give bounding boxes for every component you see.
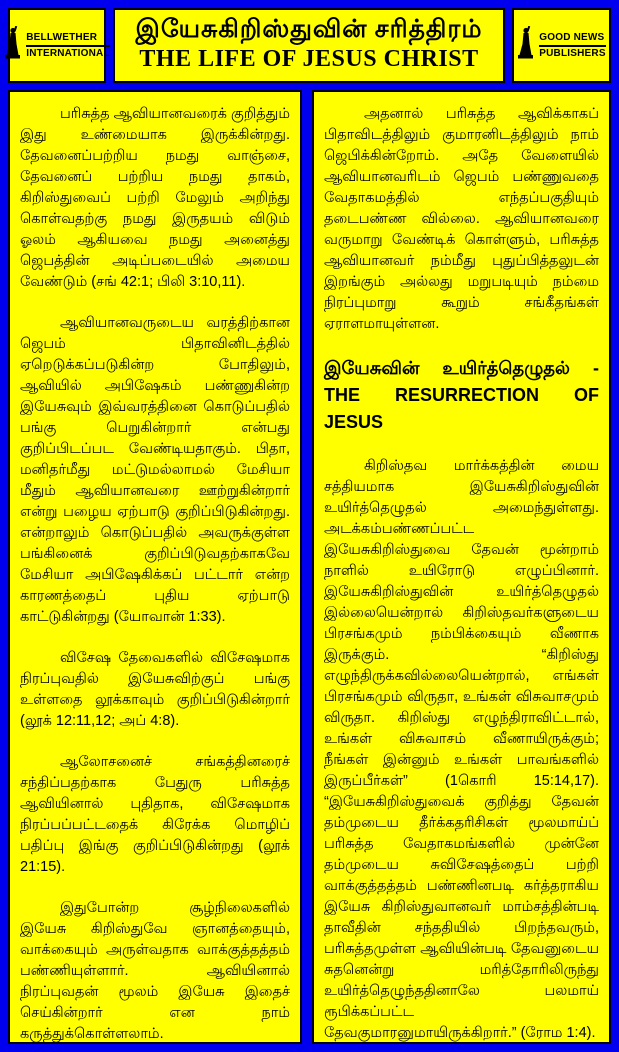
- bellwether-logo-text: [26, 31, 110, 60]
- bellwether-logo: [8, 8, 110, 83]
- good-news-logo: [512, 8, 611, 83]
- good-news-logo-text: [539, 31, 605, 60]
- bellwether-logo-line1: BELLWETHER: [26, 31, 110, 47]
- paragraph: பரிசுத்த ஆவியானவரைக் குறித்தும் இது உண்மையாக இருக்கின்றது. தேவனைப்பற்றிய நமது வாஞ்சை, தேவனைப் பற்றிய நமது தாகம், கிறிஸ்துவைப் பற்றி மேலும் அறிந்து கொள்வதற்கு நமது இருதயம் விடும் ஓலம் ஆகியவை நமது அனைத்து ஜெபத்தின் அடிப்படையில் அமைய வேண்டும் (சங் 42:1; பிலி 3:10,11).: [20, 106, 290, 290]
- section-heading-resurrection: இயேசுவின் உயிர்த்தெழுதல் - THE RESURRECTION OF JESUS: [324, 358, 599, 432]
- page-title-tamil: இயேசுகிறிஸ்துவின் சரித்திரம்: [135, 16, 483, 43]
- title-box: [113, 8, 505, 83]
- paragraph: ஆவியானவருடைய வரத்திற்கான ஜெபம் பிதாவினிடத்தில் ஏறெடுக்கப்படுகின்ற போதிலும், ஆவியில் அபிஷேகம் பண்ணுகின்ற இயேசுவும் இவ்வரத்தினை கொடுப்பதில் பங்கு பெறுகின்றார் என்பது குறிப்பிடப்பட வேண்டியதாகும். பிதா, மனிதர்மீது மட்டுமல்லாமல் மேசியா மீதும் ஆவியானவரை ஊற்றுகின்றார் என்று பழைய ஏற்பாடு குறிப்பிடுகின்றது. என்றாலும் கொடுப்பதில் அவருக்குள்ள பங்கினைக் குறிப்பிடுவதற்காகவே மேசியா அபிஷேகிக்கப் பட்டார் என்ற காரணத்தைப் புதிய ஏற்பாடு காட்டுகின்றது (யோவான் 1:33).: [20, 315, 290, 625]
- good-news-statue-icon: [517, 26, 534, 65]
- bellwether-logo-line2: INTERNATIONAL: [26, 48, 110, 59]
- bellwether-statue-icon: [4, 26, 21, 65]
- good-news-logo-line2: PUBLISHERS: [539, 48, 606, 59]
- good-news-logo-line1: GOOD NEWS: [539, 31, 605, 47]
- paragraph: ஆலோசனைச் சங்கத்தினரைச் சந்திப்பதற்காக பேதுரு பரிசுத்த ஆவியினால் புதிதாக, விசேஷமாக நிரப்பப்பட்டதைக் கிரேக்க மொழிப் பதிப்பு இங்கு குறிப்பிடுகின்றது (லூக் 21:15).: [20, 754, 290, 875]
- paragraph: இதுபோன்ற சூழ்நிலைகளில் இயேசு கிறிஸ்துவே ஞானத்தையும், வாக்கையும் அருள்வதாக வாக்குத்தத்தம் பண்ணியுள்ளார். ஆவியினால் நிரப்புவதன் மூலம் இயேசு இதைச் செய்கின்றார் என நாம் கருத்துக்கொள்ளலாம்.: [20, 900, 290, 1042]
- paragraph: அதனால் பரிசுத்த ஆவிக்காகப் பிதாவிடத்திலும் குமாரனிடத்திலும் நாம் ஜெபிக்கின்றோம். அதே வேளையில் ஆவியானவரிடம் ஜெபம் பண்ணுவதை வேதாகமத்தில் எந்தப்பகுதியும் தடைபண்ண வில்லை. ஆவியானவரை வருமாறு வேண்டிக் கொள்ளும், பரிசுத்த ஆவியானவர் நம்மீது புதுப்பித்தலுடன் இறங்கும் அல்லது மறுபடியும் நம்மை நிரப்புமாறு கூறும் சங்கீதங்கள் ஏராளமாயுள்ளன.: [324, 106, 599, 332]
- left-column: [8, 90, 302, 1044]
- paragraph: கிறிஸ்தவ மார்க்கத்தின் மைய சத்தியமாக இயேசுகிறிஸ்துவின் உயிர்த்தெழுதல் அமைந்துள்ளது. அடக்கம்பண்ணப்பட்ட இயேசுகிறிஸ்துவை தேவன் மூன்றாம் நாளில் உயிரோடு எழுப்பினார். இயேசுகிறிஸ்துவின் உயிர்த்தெழுதல் இல்லையென்றால் கிறிஸ்தவர்களுடைய பிரசங்கமும் நம்பிக்கையும் வீணாக இருக்கும். “கிறிஸ்து எழுந்திருக்கவில்லையென்றால், எங்கள் பிரசங்கமும் விருதா, உங்கள் விசுவாசமும் விருதா. கிறிஸ்து எழுந்திராவிட்டால், உங்கள் விசுவாசம் வீணாயிருக்கும்; நீங்கள் இன்னும் உங்கள் பாவங்களில் இருப்பீர்கள்” (1கொரி 15:14,17). “இயேசுகிறிஸ்துவைக் குறித்து தேவன் தம்முடைய தீர்க்கதரிசிகள் மூலமாய்ப் பரிசுத்த வேதாகமங்களில் முன்னே தம்முடைய சுவிசேஷத்தைப் பற்றி வாக்குத்தத்தம் பண்ணினபடி கர்த்தராகிய இயேசு கிறிஸ்துவானவர் மாம்சத்தின்படி தாவீதின் சந்ததியில் பிறந்தவரும், பரிசுத்தமுள்ள ஆவியின்படி தேவனுடைய சுதனென்று மரித்தோரிலிருந்து உயிர்த்தெழுந்ததினாலே பலமாய் ரூபிக்கப்பட்ட தேவகுமாரனுமாயிருக்கிறார்.” (ரோம 1:4).: [324, 458, 599, 1041]
- paragraph: விசேஷ தேவைகளில் விசேஷமாக நிரப்புவதில் இயேசுவிற்குப் பங்கு உள்ளதை லூக்காவும் குறிப்பிடுகின்றார் (லூக் 12:11,12; அப் 4:8).: [20, 650, 290, 729]
- right-column: [312, 90, 611, 1044]
- page-title-english: THE LIFE OF JESUS CHRIST: [139, 46, 479, 72]
